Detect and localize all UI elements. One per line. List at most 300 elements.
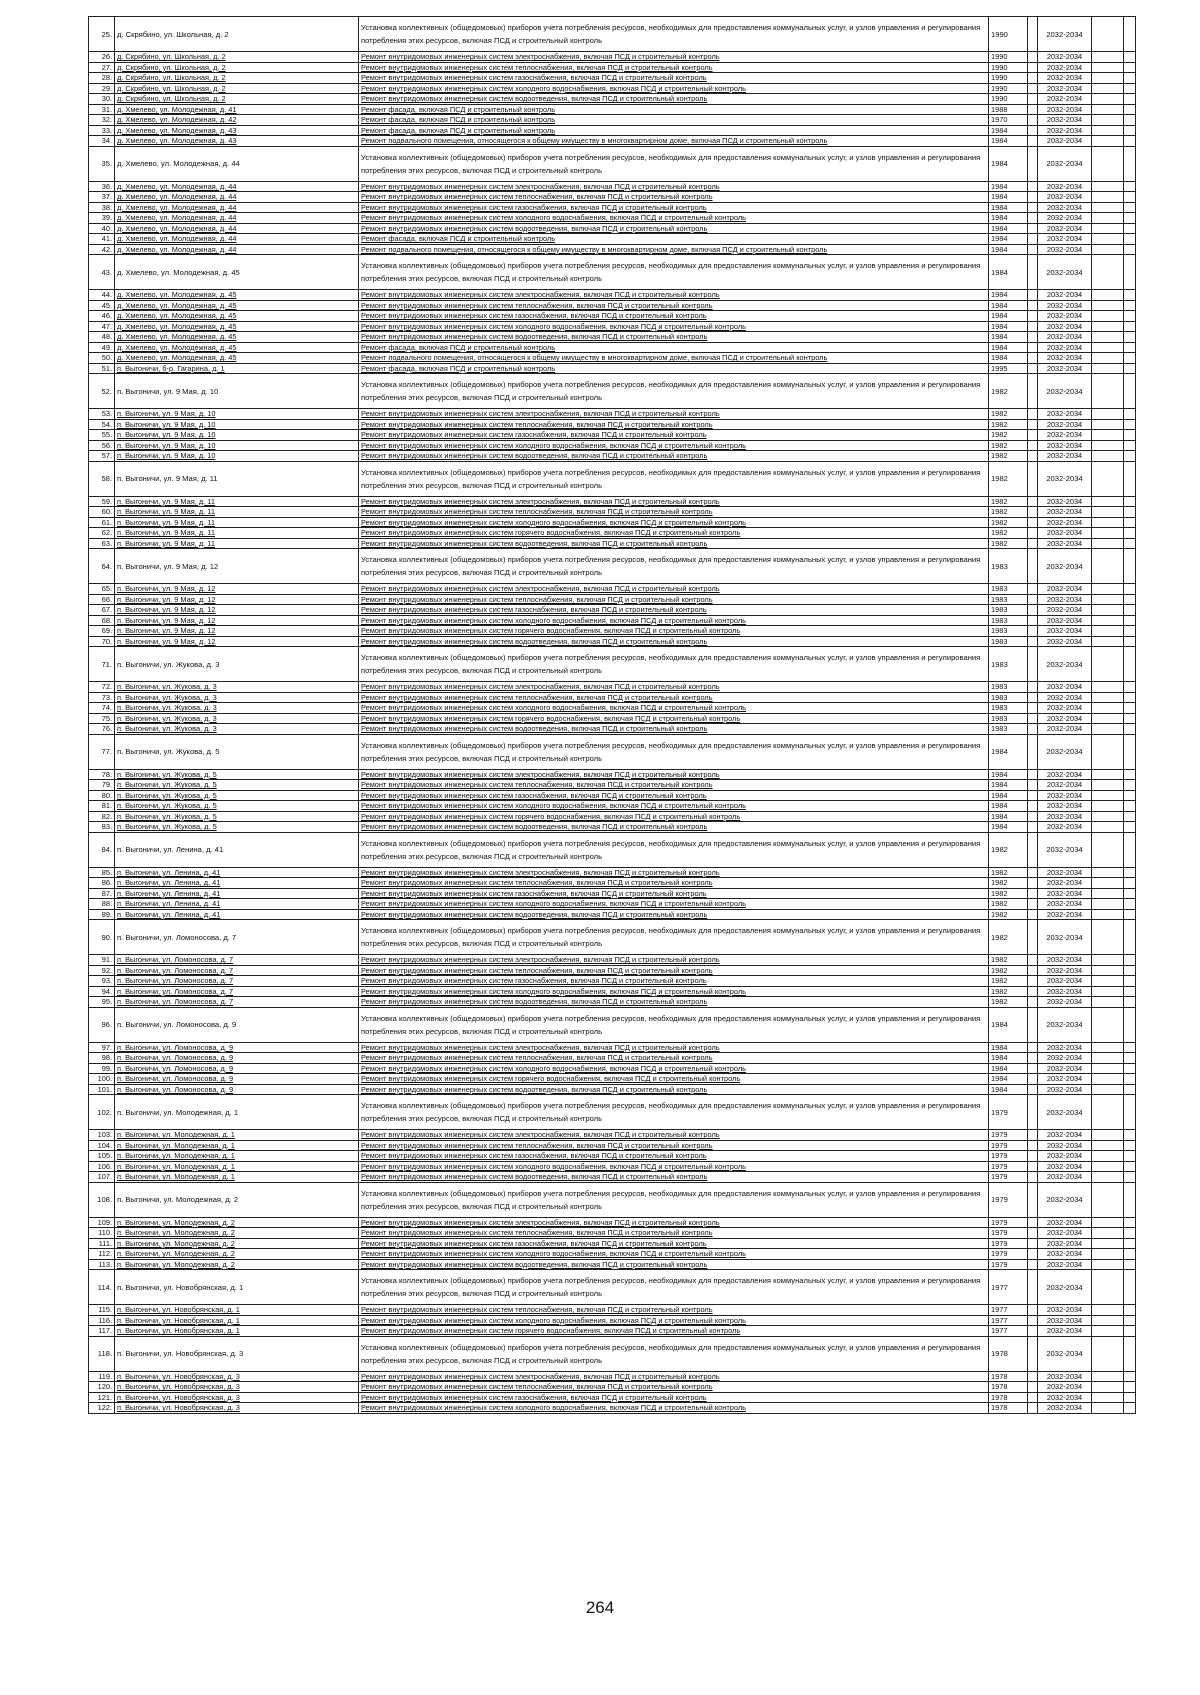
empty-cell [1124, 832, 1136, 867]
empty-cell [1124, 300, 1136, 311]
table-row [89, 1305, 1136, 1316]
address-cell: д. Хмелево, ул. Молодежная, д. 44 [115, 181, 359, 192]
empty-cell [1092, 83, 1124, 94]
empty-cell [1028, 62, 1038, 73]
repair-period-cell: 2032-2034 [1038, 1305, 1092, 1316]
empty-cell [1124, 1249, 1136, 1260]
empty-cell [1028, 300, 1038, 311]
table-row [89, 507, 1136, 518]
repair-period-cell: 2032-2034 [1038, 1182, 1092, 1217]
empty-cell [1124, 955, 1136, 966]
empty-cell [1124, 713, 1136, 724]
build-year-cell: 1984 [989, 1007, 1028, 1042]
row-number: 117. [89, 1326, 115, 1337]
build-year-cell: 1982 [989, 374, 1028, 409]
row-number: 36. [89, 181, 115, 192]
table-row [89, 461, 1136, 496]
work-type-cell: Ремонт внутридомовых инженерных систем холодного водоснабжения, включая ПСД и строительный контроль [359, 1161, 989, 1172]
address-cell: п. Выгоничи, ул. Ленина, д. 41 [115, 878, 359, 889]
row-number: 52. [89, 374, 115, 409]
empty-cell [1092, 615, 1124, 626]
row-number: 66. [89, 594, 115, 605]
table-row [89, 363, 1136, 374]
work-type-cell: Ремонт внутридомовых инженерных систем электроснабжения, включая ПСД и строительный контроль [359, 769, 989, 780]
repair-period-cell: 2032-2034 [1038, 1130, 1092, 1141]
build-year-cell: 1984 [989, 822, 1028, 833]
address-cell: д. Хмелево, ул. Молодежная, д. 44 [115, 213, 359, 224]
build-year-cell: 1988 [989, 104, 1028, 115]
build-year-cell: 1983 [989, 703, 1028, 714]
table-row [89, 1228, 1136, 1239]
empty-cell [1028, 255, 1038, 290]
empty-cell [1028, 146, 1038, 181]
row-number: 88. [89, 899, 115, 910]
table-row [89, 769, 1136, 780]
work-type-cell: Ремонт внутридомовых инженерных систем газоснабжения, включая ПСД и строительный контроль [359, 202, 989, 213]
table-row [89, 73, 1136, 84]
empty-cell [1124, 290, 1136, 301]
repair-period-cell: 2032-2034 [1038, 769, 1092, 780]
empty-cell [1124, 1063, 1136, 1074]
address-cell: п. Выгоничи, ул. 9 Мая, д. 12 [115, 615, 359, 626]
build-year-cell: 1979 [989, 1151, 1028, 1162]
row-number: 112. [89, 1249, 115, 1260]
build-year-cell: 1983 [989, 713, 1028, 724]
work-type-cell: Ремонт внутридомовых инженерных систем теплоснабжения, включая ПСД и строительный контроль [359, 192, 989, 203]
table-row [89, 311, 1136, 322]
empty-cell [1092, 73, 1124, 84]
repair-period-cell: 2032-2034 [1038, 507, 1092, 518]
empty-cell [1124, 353, 1136, 364]
row-number: 50. [89, 353, 115, 364]
repair-period-cell: 2032-2034 [1038, 430, 1092, 441]
empty-cell [1028, 822, 1038, 833]
table-row [89, 909, 1136, 920]
repair-period-cell: 2032-2034 [1038, 62, 1092, 73]
row-number: 103. [89, 1130, 115, 1141]
work-type-cell: Ремонт внутридомовых инженерных систем электроснабжения, включая ПСД и строительный контроль [359, 1042, 989, 1053]
row-number: 105. [89, 1151, 115, 1162]
table-row [89, 290, 1136, 301]
empty-cell [1092, 94, 1124, 105]
address-cell: п. Выгоничи, ул. 9 Мая, д. 11 [115, 517, 359, 528]
row-number: 92. [89, 965, 115, 976]
empty-cell [1028, 223, 1038, 234]
table-row [89, 223, 1136, 234]
empty-cell [1124, 223, 1136, 234]
work-type-cell: Ремонт внутридомовых инженерных систем электроснабжения, включая ПСД и строительный контроль [359, 409, 989, 420]
empty-cell [1124, 213, 1136, 224]
build-year-cell: 1984 [989, 244, 1028, 255]
repair-period-cell: 2032-2034 [1038, 440, 1092, 451]
row-number: 100. [89, 1074, 115, 1085]
row-number: 111. [89, 1238, 115, 1249]
empty-cell [1124, 605, 1136, 616]
build-year-cell: 1984 [989, 1074, 1028, 1085]
table-row [89, 1315, 1136, 1326]
repair-period-cell: 2032-2034 [1038, 1161, 1092, 1172]
repair-period-cell: 2032-2034 [1038, 867, 1092, 878]
row-number: 49. [89, 342, 115, 353]
row-number: 31. [89, 104, 115, 115]
work-type-cell: Ремонт внутридомовых инженерных систем горячего водоснабжения, включая ПСД и строительный контроль [359, 811, 989, 822]
row-number: 101. [89, 1084, 115, 1095]
address-cell: п. Выгоничи, ул. Молодежная, д. 2 [115, 1228, 359, 1239]
address-cell: д. Хмелево, ул. Молодежная, д. 41 [115, 104, 359, 115]
address-cell: п. Выгоничи, ул. Ломоносова, д. 9 [115, 1042, 359, 1053]
empty-cell [1092, 1130, 1124, 1141]
address-cell: д. Хмелево, ул. Молодежная, д. 45 [115, 300, 359, 311]
build-year-cell: 1979 [989, 1238, 1028, 1249]
row-number: 89. [89, 909, 115, 920]
table-row [89, 1053, 1136, 1064]
work-type-cell: Ремонт внутридомовых инженерных систем водоотведения, включая ПСД и строительный контроль [359, 822, 989, 833]
table-row [89, 17, 1136, 52]
repair-period-cell: 2032-2034 [1038, 1315, 1092, 1326]
address-cell: п. Выгоничи, ул. Жукова, д. 5 [115, 822, 359, 833]
empty-cell [1028, 419, 1038, 430]
repair-period-cell: 2032-2034 [1038, 899, 1092, 910]
empty-cell [1028, 734, 1038, 769]
repair-period-cell: 2032-2034 [1038, 136, 1092, 147]
table-row [89, 1084, 1136, 1095]
address-cell: д. Хмелево, ул. Молодежная, д. 45 [115, 321, 359, 332]
row-number: 37. [89, 192, 115, 203]
work-type-cell: Ремонт внутридомовых инженерных систем газоснабжения, включая ПСД и строительный контроль [359, 605, 989, 616]
empty-cell [1124, 647, 1136, 682]
work-type-cell: Ремонт внутридомовых инженерных систем электроснабжения, включая ПСД и строительный контроль [359, 584, 989, 595]
work-type-cell: Ремонт внутридомовых инженерных систем водоотведения, включая ПСД и строительный контроль [359, 997, 989, 1008]
work-type-cell: Ремонт внутридомовых инженерных систем электроснабжения, включая ПСД и строительный контроль [359, 1217, 989, 1228]
address-cell: п. Выгоничи, ул. Жукова, д. 5 [115, 769, 359, 780]
empty-cell [1124, 1007, 1136, 1042]
table-row [89, 52, 1136, 63]
repair-period-cell: 2032-2034 [1038, 920, 1092, 955]
empty-cell [1092, 1259, 1124, 1270]
empty-cell [1092, 290, 1124, 301]
build-year-cell: 1984 [989, 1042, 1028, 1053]
empty-cell [1092, 17, 1124, 52]
address-cell: п. Выгоничи, ул. Молодежная, д. 1 [115, 1095, 359, 1130]
empty-cell [1092, 832, 1124, 867]
empty-cell [1028, 202, 1038, 213]
empty-cell [1092, 801, 1124, 812]
table-row [89, 451, 1136, 462]
work-type-cell: Ремонт внутридомовых инженерных систем теплоснабжения, включая ПСД и строительный контроль [359, 878, 989, 889]
row-number: 32. [89, 115, 115, 126]
row-number: 80. [89, 790, 115, 801]
row-number: 98. [89, 1053, 115, 1064]
work-type-cell: Ремонт внутридомовых инженерных систем холодного водоснабжения, включая ПСД и строительный контроль [359, 801, 989, 812]
row-number: 53. [89, 409, 115, 420]
empty-cell [1092, 244, 1124, 255]
empty-cell [1124, 62, 1136, 73]
empty-cell [1092, 1084, 1124, 1095]
address-cell: п. Выгоничи, ул. Жукова, д. 5 [115, 790, 359, 801]
build-year-cell: 1984 [989, 290, 1028, 301]
work-type-cell: Установка коллективных (общедомовых) приборов учета потребления ресурсов, необходимых для предоставления коммунальных услуг, и узлов управления и регулирования потребления этих ресурсов, включая ПСД и строительный контроль [359, 734, 989, 769]
repair-period-cell: 2032-2034 [1038, 311, 1092, 322]
table-row [89, 1074, 1136, 1085]
work-type-cell: Ремонт внутридомовых инженерных систем теплоснабжения, включая ПСД и строительный контроль [359, 1228, 989, 1239]
build-year-cell: 1982 [989, 888, 1028, 899]
work-type-cell: Ремонт внутридомовых инженерных систем газоснабжения, включая ПСД и строительный контроль [359, 1238, 989, 1249]
work-type-cell: Ремонт внутридомовых инженерных систем газоснабжения, включая ПСД и строительный контроль [359, 790, 989, 801]
table-row [89, 811, 1136, 822]
work-type-cell: Ремонт внутридомовых инженерных систем холодного водоснабжения, включая ПСД и строительный контроль [359, 703, 989, 714]
empty-cell [1092, 1315, 1124, 1326]
build-year-cell: 1982 [989, 517, 1028, 528]
empty-cell [1124, 682, 1136, 693]
repair-period-cell: 2032-2034 [1038, 353, 1092, 364]
table-row [89, 594, 1136, 605]
empty-cell [1092, 1140, 1124, 1151]
empty-cell [1124, 311, 1136, 322]
work-type-cell: Установка коллективных (общедомовых) приборов учета потребления ресурсов, необходимых для предоставления коммунальных услуг, и узлов управления и регулирования потребления этих ресурсов, включая ПСД и строительный контроль [359, 255, 989, 290]
repair-period-cell: 2032-2034 [1038, 181, 1092, 192]
address-cell: п. Выгоничи, ул. Ломоносова, д. 9 [115, 1063, 359, 1074]
empty-cell [1124, 997, 1136, 1008]
empty-cell [1124, 811, 1136, 822]
empty-cell [1092, 867, 1124, 878]
address-cell: п. Выгоничи, ул. Новобрянская, д. 3 [115, 1403, 359, 1414]
work-type-cell: Ремонт внутридомовых инженерных систем газоснабжения, включая ПСД и строительный контроль [359, 73, 989, 84]
row-number: 94. [89, 986, 115, 997]
table-row [89, 724, 1136, 735]
address-cell: п. Выгоничи, ул. Ломоносова, д. 9 [115, 1053, 359, 1064]
table-row [89, 955, 1136, 966]
empty-cell [1124, 867, 1136, 878]
work-type-cell: Установка коллективных (общедомовых) приборов учета потребления ресурсов, необходимых для предоставления коммунальных услуг, и узлов управления и регулирования потребления этих ресурсов, включая ПСД и строительный контроль [359, 1095, 989, 1130]
empty-cell [1092, 878, 1124, 889]
empty-cell [1092, 780, 1124, 791]
build-year-cell: 1984 [989, 223, 1028, 234]
row-number: 26. [89, 52, 115, 63]
address-cell: д. Хмелево, ул. Молодежная, д. 45 [115, 353, 359, 364]
empty-cell [1028, 507, 1038, 518]
work-type-cell: Установка коллективных (общедомовых) приборов учета потребления ресурсов, необходимых для предоставления коммунальных услуг, и узлов управления и регулирования потребления этих ресурсов, включая ПСД и строительный контроль [359, 549, 989, 584]
table-row [89, 244, 1136, 255]
repair-period-cell: 2032-2034 [1038, 801, 1092, 812]
empty-cell [1124, 332, 1136, 343]
table-row [89, 419, 1136, 430]
work-type-cell: Ремонт внутридомовых инженерных систем водоотведения, включая ПСД и строительный контроль [359, 1084, 989, 1095]
empty-cell [1124, 363, 1136, 374]
table-row [89, 136, 1136, 147]
address-cell: п. Выгоничи, ул. 9 Мая, д. 12 [115, 549, 359, 584]
build-year-cell: 1977 [989, 1305, 1028, 1316]
repair-period-cell: 2032-2034 [1038, 146, 1092, 181]
repair-period-cell: 2032-2034 [1038, 496, 1092, 507]
work-type-cell: Ремонт внутридомовых инженерных систем водоотведения, включая ПСД и строительный контроль [359, 223, 989, 234]
empty-cell [1028, 920, 1038, 955]
address-cell: п. Выгоничи, ул. Жукова, д. 3 [115, 713, 359, 724]
empty-cell [1124, 136, 1136, 147]
address-cell: п. Выгоничи, ул. Ломоносова, д. 9 [115, 1074, 359, 1085]
work-type-cell: Ремонт внутридомовых инженерных систем теплоснабжения, включая ПСД и строительный контроль [359, 507, 989, 518]
empty-cell [1092, 517, 1124, 528]
empty-cell [1028, 104, 1038, 115]
build-year-cell: 1982 [989, 965, 1028, 976]
table-row [89, 867, 1136, 878]
empty-cell [1124, 1315, 1136, 1326]
empty-cell [1028, 363, 1038, 374]
address-cell: п. Выгоничи, ул. Жукова, д. 5 [115, 780, 359, 791]
empty-cell [1124, 1259, 1136, 1270]
table-row [89, 1130, 1136, 1141]
empty-cell [1092, 342, 1124, 353]
build-year-cell: 1982 [989, 867, 1028, 878]
empty-cell [1028, 605, 1038, 616]
row-number: 110. [89, 1228, 115, 1239]
table-row [89, 538, 1136, 549]
empty-cell [1092, 682, 1124, 693]
table-row [89, 1238, 1136, 1249]
repair-period-cell: 2032-2034 [1038, 83, 1092, 94]
empty-cell [1028, 1315, 1038, 1326]
work-type-cell: Ремонт внутридомовых инженерных систем водоотведения, включая ПСД и строительный контроль [359, 1259, 989, 1270]
address-cell: п. Выгоничи, ул. 9 Мая, д. 10 [115, 419, 359, 430]
repair-period-cell: 2032-2034 [1038, 73, 1092, 84]
build-year-cell: 1979 [989, 1259, 1028, 1270]
row-number: 86. [89, 878, 115, 889]
row-number: 44. [89, 290, 115, 301]
address-cell: д. Хмелево, ул. Молодежная, д. 45 [115, 311, 359, 322]
build-year-cell: 1984 [989, 300, 1028, 311]
work-type-cell: Ремонт внутридомовых инженерных систем теплоснабжения, включая ПСД и строительный контроль [359, 1053, 989, 1064]
build-year-cell: 1984 [989, 1084, 1028, 1095]
repair-period-cell: 2032-2034 [1038, 1172, 1092, 1183]
address-cell: д. Хмелево, ул. Молодежная, д. 44 [115, 223, 359, 234]
row-number: 77. [89, 734, 115, 769]
empty-cell [1028, 342, 1038, 353]
address-cell: п. Выгоничи, ул. Новобрянская, д. 3 [115, 1371, 359, 1382]
build-year-cell: 1984 [989, 734, 1028, 769]
empty-cell [1028, 52, 1038, 63]
build-year-cell: 1979 [989, 1095, 1028, 1130]
work-type-cell: Ремонт внутридомовых инженерных систем электроснабжения, включая ПСД и строительный контроль [359, 1371, 989, 1382]
repair-period-cell: 2032-2034 [1038, 223, 1092, 234]
empty-cell [1028, 1238, 1038, 1249]
empty-cell [1124, 374, 1136, 409]
empty-cell [1124, 1270, 1136, 1305]
repair-period-cell: 2032-2034 [1038, 780, 1092, 791]
address-cell: д. Хмелево, ул. Молодежная, д. 42 [115, 115, 359, 126]
empty-cell [1124, 1053, 1136, 1064]
work-type-cell: Установка коллективных (общедомовых) приборов учета потребления ресурсов, необходимых для предоставления коммунальных услуг, и узлов управления и регулирования потребления этих ресурсов, включая ПСД и строительный контроль [359, 1336, 989, 1371]
build-year-cell: 1990 [989, 94, 1028, 105]
build-year-cell: 1984 [989, 181, 1028, 192]
repair-period-cell: 2032-2034 [1038, 52, 1092, 63]
empty-cell [1028, 94, 1038, 105]
empty-cell [1092, 713, 1124, 724]
table-row [89, 440, 1136, 451]
empty-cell [1028, 780, 1038, 791]
work-type-cell: Ремонт внутридомовых инженерных систем водоотведения, включая ПСД и строительный контроль [359, 1172, 989, 1183]
build-year-cell: 1982 [989, 451, 1028, 462]
empty-cell [1092, 146, 1124, 181]
work-type-cell: Ремонт внутридомовых инженерных систем горячего водоснабжения, включая ПСД и строительный контроль [359, 528, 989, 539]
empty-cell [1124, 1371, 1136, 1382]
empty-cell [1092, 1095, 1124, 1130]
repair-period-cell: 2032-2034 [1038, 342, 1092, 353]
row-number: 75. [89, 713, 115, 724]
empty-cell [1092, 1336, 1124, 1371]
empty-cell [1028, 290, 1038, 301]
address-cell: п. Выгоничи, ул. Жукова, д. 3 [115, 692, 359, 703]
empty-cell [1124, 451, 1136, 462]
work-type-cell: Ремонт внутридомовых инженерных систем газоснабжения, включая ПСД и строительный контроль [359, 976, 989, 987]
row-number: 68. [89, 615, 115, 626]
table-row [89, 1063, 1136, 1074]
repair-period-cell: 2032-2034 [1038, 17, 1092, 52]
row-number: 84. [89, 832, 115, 867]
work-type-cell: Ремонт внутридомовых инженерных систем теплоснабжения, включая ПСД и строительный контроль [359, 300, 989, 311]
empty-cell [1028, 1172, 1038, 1183]
repair-period-cell: 2032-2034 [1038, 234, 1092, 245]
table-row [89, 1403, 1136, 1414]
empty-cell [1028, 1270, 1038, 1305]
empty-cell [1092, 409, 1124, 420]
empty-cell [1124, 1042, 1136, 1053]
empty-cell [1092, 1326, 1124, 1337]
empty-cell [1028, 1336, 1038, 1371]
table-row [89, 517, 1136, 528]
empty-cell [1124, 1305, 1136, 1316]
row-number: 62. [89, 528, 115, 539]
address-cell: п. Выгоничи, ул. Новобрянская, д. 3 [115, 1336, 359, 1371]
address-cell: п. Выгоничи, ул. Жукова, д. 5 [115, 811, 359, 822]
build-year-cell: 1984 [989, 769, 1028, 780]
work-type-cell: Ремонт внутридомовых инженерных систем теплоснабжения, включая ПСД и строительный контроль [359, 692, 989, 703]
work-type-cell: Ремонт внутридомовых инженерных систем горячего водоснабжения, включая ПСД и строительный контроль [359, 626, 989, 637]
empty-cell [1092, 1217, 1124, 1228]
build-year-cell: 1977 [989, 1270, 1028, 1305]
row-number: 106. [89, 1161, 115, 1172]
table-row [89, 1371, 1136, 1382]
table-row [89, 83, 1136, 94]
empty-cell [1028, 1095, 1038, 1130]
address-cell: п. Выгоничи, ул. Молодежная, д. 1 [115, 1130, 359, 1141]
row-number: 116. [89, 1315, 115, 1326]
work-type-cell: Установка коллективных (общедомовых) приборов учета потребления ресурсов, необходимых для предоставления коммунальных услуг, и узлов управления и регулирования потребления этих ресурсов, включая ПСД и строительный контроль [359, 374, 989, 409]
empty-cell [1124, 496, 1136, 507]
build-year-cell: 1979 [989, 1161, 1028, 1172]
row-number: 85. [89, 867, 115, 878]
table-row [89, 528, 1136, 539]
empty-cell [1092, 1403, 1124, 1414]
empty-cell [1028, 899, 1038, 910]
empty-cell [1124, 878, 1136, 889]
address-cell: п. Выгоничи, ул. 9 Мая, д. 12 [115, 594, 359, 605]
row-number: 118. [89, 1336, 115, 1371]
work-type-cell: Ремонт внутридомовых инженерных систем холодного водоснабжения, включая ПСД и строительный контроль [359, 1063, 989, 1074]
empty-cell [1124, 1238, 1136, 1249]
empty-cell [1124, 440, 1136, 451]
empty-cell [1092, 1053, 1124, 1064]
empty-cell [1092, 52, 1124, 63]
build-year-cell: 1982 [989, 909, 1028, 920]
empty-cell [1124, 780, 1136, 791]
empty-cell [1092, 440, 1124, 451]
build-year-cell: 1982 [989, 832, 1028, 867]
empty-cell [1028, 1074, 1038, 1085]
table-row [89, 409, 1136, 420]
address-cell: д. Хмелево, ул. Молодежная, д. 44 [115, 234, 359, 245]
empty-cell [1092, 321, 1124, 332]
empty-cell [1124, 538, 1136, 549]
address-cell: п. Выгоничи, ул. Новобрянская, д. 1 [115, 1326, 359, 1337]
